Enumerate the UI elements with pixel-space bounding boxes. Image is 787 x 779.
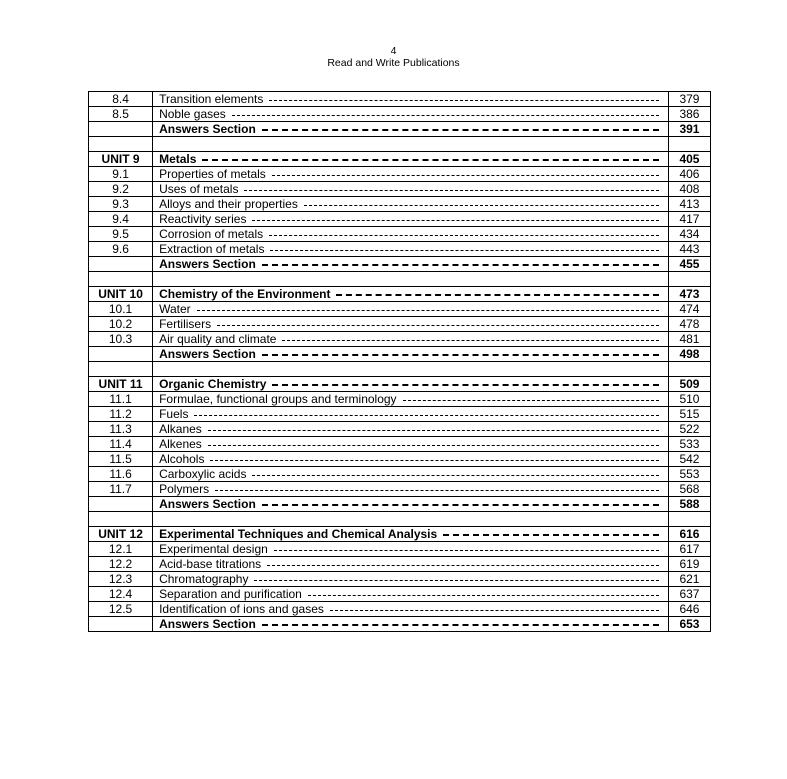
- dotted-leader: [244, 190, 659, 191]
- page-number-cell: 621: [668, 572, 710, 587]
- toc-row: [89, 122, 711, 137]
- section-title: Transition elements: [159, 92, 264, 106]
- section-number: 11.7: [89, 482, 153, 497]
- section-title-cell: [153, 617, 669, 632]
- page-number-cell: 553: [668, 467, 710, 482]
- dotted-leader: [210, 460, 659, 461]
- dotted-leader: [308, 595, 659, 596]
- section-title: Answers Section: [159, 617, 256, 631]
- section-number: 11.5: [89, 452, 153, 467]
- section-title: Separation and purification: [159, 587, 302, 601]
- section-number: 12.1: [89, 542, 153, 557]
- dotted-leader: [262, 504, 659, 506]
- section-number: 10.2: [89, 317, 153, 332]
- page-header: [0, 45, 787, 69]
- toc-row: [89, 617, 711, 632]
- page-number-cell: 417: [668, 212, 710, 227]
- toc-row: [89, 332, 711, 347]
- page-number-cell: 533: [668, 437, 710, 452]
- section-number: [89, 617, 153, 632]
- section-title-cell: [153, 572, 669, 587]
- dotted-leader: [262, 264, 659, 266]
- toc-row: [89, 107, 711, 122]
- page-number-cell: 413: [668, 197, 710, 212]
- dotted-leader: [232, 115, 659, 116]
- blank-cell: [89, 137, 153, 152]
- toc-row: [89, 602, 711, 617]
- blank-cell: [153, 512, 669, 527]
- toc-row: [89, 317, 711, 332]
- section-number: [89, 122, 153, 137]
- section-title-cell: [153, 302, 669, 317]
- section-number: 9.6: [89, 242, 153, 257]
- blank-cell: [668, 512, 710, 527]
- toc-row: [89, 482, 711, 497]
- toc-row: [89, 557, 711, 572]
- page-number-cell: 406: [668, 167, 710, 182]
- dotted-leader: [403, 400, 660, 401]
- page-number-cell: 522: [668, 422, 710, 437]
- dotted-leader: [252, 220, 659, 221]
- toc-row: [89, 527, 711, 542]
- section-title-cell: [153, 482, 669, 497]
- toc-row: [89, 212, 711, 227]
- dotted-leader: [217, 325, 659, 326]
- dotted-leader: [262, 624, 659, 626]
- page-number-cell: 443: [668, 242, 710, 257]
- dotted-leader: [197, 310, 659, 311]
- section-title-cell: [153, 167, 669, 182]
- blank-cell: [153, 362, 669, 377]
- section-title: Reactivity series: [159, 212, 247, 226]
- section-number: 11.1: [89, 392, 153, 407]
- toc-row: [89, 467, 711, 482]
- page-number-cell: 498: [668, 347, 710, 362]
- page-number-cell: 379: [668, 92, 710, 107]
- blank-cell: [153, 272, 669, 287]
- dotted-leader: [208, 445, 659, 446]
- section-title-cell: [153, 182, 669, 197]
- section-number: 9.3: [89, 197, 153, 212]
- toc-row: [89, 197, 711, 212]
- section-number: 11.6: [89, 467, 153, 482]
- section-number: UNIT 9: [89, 152, 153, 167]
- section-title: Water: [159, 302, 191, 316]
- toc-row: [89, 587, 711, 602]
- table-of-contents: [88, 91, 711, 632]
- section-title-cell: [153, 602, 669, 617]
- section-title-cell: [153, 92, 669, 107]
- section-title-cell: [153, 227, 669, 242]
- section-number: 11.3: [89, 422, 153, 437]
- toc-row: [89, 227, 711, 242]
- section-title-cell: [153, 152, 669, 167]
- toc-row: [89, 257, 711, 272]
- dotted-leader: [304, 205, 659, 206]
- page-number-cell: 616: [668, 527, 710, 542]
- section-title: Polymers: [159, 482, 210, 496]
- section-number: UNIT 10: [89, 287, 153, 302]
- page-number-cell: 474: [668, 302, 710, 317]
- section-number: 10.1: [89, 302, 153, 317]
- section-number: 9.5: [89, 227, 153, 242]
- toc-row: [89, 302, 711, 317]
- section-title: Alcohols: [159, 452, 205, 466]
- page-number-cell: 646: [668, 602, 710, 617]
- blank-cell: [668, 362, 710, 377]
- dotted-leader: [330, 610, 659, 611]
- section-title: Alkenes: [159, 437, 202, 451]
- dotted-leader: [269, 100, 659, 101]
- section-number: [89, 347, 153, 362]
- section-title-cell: [153, 527, 669, 542]
- toc-row: [89, 422, 711, 437]
- section-number: 12.5: [89, 602, 153, 617]
- section-number: 8.5: [89, 107, 153, 122]
- section-title: Properties of metals: [159, 167, 266, 181]
- section-number: 9.1: [89, 167, 153, 182]
- dotted-leader: [272, 384, 659, 386]
- section-title-cell: [153, 557, 669, 572]
- dotted-leader: [282, 340, 659, 341]
- section-title-cell: [153, 392, 669, 407]
- toc-body: [89, 92, 711, 632]
- toc-row: [89, 242, 711, 257]
- toc-row: [89, 572, 711, 587]
- toc-row: [89, 452, 711, 467]
- section-title: Formulae, functional groups and terminology: [159, 392, 397, 406]
- page-number-cell: 405: [668, 152, 710, 167]
- section-title: Fertilisers: [159, 317, 212, 331]
- toc-row: [89, 287, 711, 302]
- page-number-cell: 408: [668, 182, 710, 197]
- page-number-cell: 478: [668, 317, 710, 332]
- section-title-cell: [153, 497, 669, 512]
- dotted-leader: [336, 294, 659, 296]
- section-title: Answers Section: [159, 122, 256, 136]
- toc-row: [89, 407, 711, 422]
- toc-row: [89, 92, 711, 107]
- dotted-leader: [274, 550, 659, 551]
- section-title-cell: [153, 377, 669, 392]
- section-title: Organic Chemistry: [159, 377, 267, 391]
- page-number-cell: 473: [668, 287, 710, 302]
- section-title: Corrosion of metals: [159, 227, 264, 241]
- page-number-cell: 509: [668, 377, 710, 392]
- section-title: Answers Section: [159, 347, 256, 361]
- blank-row: [89, 137, 711, 152]
- toc-row: [89, 167, 711, 182]
- toc-row: [89, 392, 711, 407]
- dotted-leader: [272, 175, 659, 176]
- section-number: 12.4: [89, 587, 153, 602]
- toc-row: [89, 542, 711, 557]
- section-title: Identification of ions and gases: [159, 602, 324, 616]
- section-title: Noble gases: [159, 107, 226, 121]
- dotted-leader: [194, 415, 659, 416]
- section-title-cell: [153, 197, 669, 212]
- section-title-cell: [153, 332, 669, 347]
- page-number-cell: 386: [668, 107, 710, 122]
- section-title: Chromatography: [159, 572, 249, 586]
- section-title: Uses of metals: [159, 182, 239, 196]
- section-title-cell: [153, 257, 669, 272]
- section-title-cell: [153, 317, 669, 332]
- page-number-cell: 653: [668, 617, 710, 632]
- section-number: 12.2: [89, 557, 153, 572]
- section-title-cell: [153, 422, 669, 437]
- dotted-leader: [202, 159, 659, 161]
- section-number: [89, 257, 153, 272]
- section-title: Acid-base titrations: [159, 557, 262, 571]
- toc-row: [89, 377, 711, 392]
- page-number: 4: [390, 45, 397, 57]
- page-number-cell: 588: [668, 497, 710, 512]
- page-number-cell: 455: [668, 257, 710, 272]
- page-number-cell: 434: [668, 227, 710, 242]
- page-number-cell: 481: [668, 332, 710, 347]
- page-number-cell: 617: [668, 542, 710, 557]
- section-number: 8.4: [89, 92, 153, 107]
- dotted-leader: [270, 250, 659, 251]
- dotted-leader: [269, 235, 659, 236]
- section-title-cell: [153, 407, 669, 422]
- dotted-leader: [267, 565, 659, 566]
- blank-row: [89, 362, 711, 377]
- blank-row: [89, 512, 711, 527]
- toc-row: [89, 497, 711, 512]
- section-title-cell: [153, 437, 669, 452]
- section-title: Answers Section: [159, 257, 256, 271]
- toc-row: [89, 152, 711, 167]
- toc-row: [89, 347, 711, 362]
- page-number-cell: 619: [668, 557, 710, 572]
- blank-cell: [89, 272, 153, 287]
- section-title: Metals: [159, 152, 197, 166]
- toc-row: [89, 437, 711, 452]
- section-number: [89, 497, 153, 512]
- section-title: Alloys and their properties: [159, 197, 298, 211]
- dotted-leader: [443, 534, 659, 536]
- section-title: Fuels: [159, 407, 189, 421]
- section-title-cell: [153, 107, 669, 122]
- section-number: 11.2: [89, 407, 153, 422]
- section-title-cell: [153, 242, 669, 257]
- blank-cell: [668, 137, 710, 152]
- dotted-leader: [252, 475, 659, 476]
- publisher-name: Read and Write Publications: [327, 57, 460, 69]
- section-title: Alkanes: [159, 422, 202, 436]
- page-number-cell: 510: [668, 392, 710, 407]
- section-number: 9.4: [89, 212, 153, 227]
- section-number: 11.4: [89, 437, 153, 452]
- blank-row: [89, 272, 711, 287]
- section-number: UNIT 12: [89, 527, 153, 542]
- section-title: Chemistry of the Environment: [159, 287, 331, 301]
- section-number: 9.2: [89, 182, 153, 197]
- section-title-cell: [153, 542, 669, 557]
- dotted-leader: [208, 430, 659, 431]
- section-title: Experimental design: [159, 542, 268, 556]
- section-number: 12.3: [89, 572, 153, 587]
- section-title-cell: [153, 347, 669, 362]
- section-title-cell: [153, 122, 669, 137]
- section-title: Extraction of metals: [159, 242, 265, 256]
- dotted-leader: [215, 490, 659, 491]
- page-number-cell: 391: [668, 122, 710, 137]
- section-title: Air quality and climate: [159, 332, 277, 346]
- blank-cell: [668, 272, 710, 287]
- dotted-leader: [262, 354, 659, 356]
- page-number-cell: 637: [668, 587, 710, 602]
- section-title-cell: [153, 287, 669, 302]
- section-title: Carboxylic acids: [159, 467, 247, 481]
- dotted-leader: [262, 129, 659, 131]
- toc-row: [89, 182, 711, 197]
- blank-cell: [153, 137, 669, 152]
- page-number-cell: 542: [668, 452, 710, 467]
- section-number: 10.3: [89, 332, 153, 347]
- section-number: UNIT 11: [89, 377, 153, 392]
- section-title-cell: [153, 212, 669, 227]
- blank-cell: [89, 362, 153, 377]
- section-title-cell: [153, 452, 669, 467]
- section-title: Answers Section: [159, 497, 256, 511]
- section-title-cell: [153, 467, 669, 482]
- blank-cell: [89, 512, 153, 527]
- page-number-cell: 568: [668, 482, 710, 497]
- section-title-cell: [153, 587, 669, 602]
- dotted-leader: [254, 580, 659, 581]
- section-title: Experimental Techniques and Chemical Analysis: [159, 527, 438, 541]
- page-number-cell: 515: [668, 407, 710, 422]
